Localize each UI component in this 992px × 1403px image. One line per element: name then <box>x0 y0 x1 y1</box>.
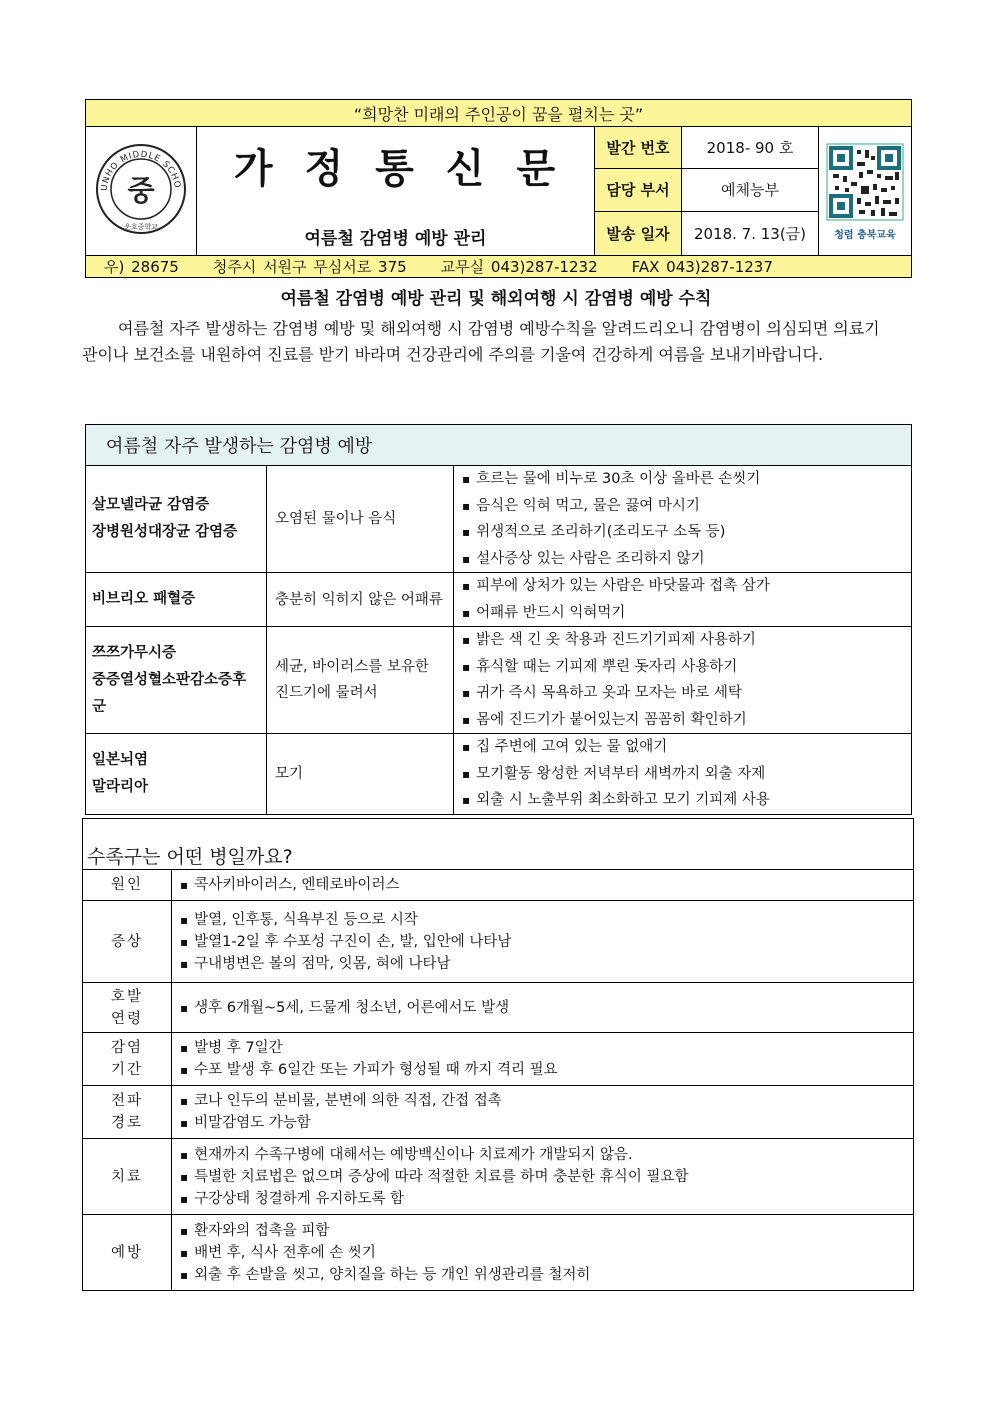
fax-number: FAX 043)287-1237 <box>631 258 773 276</box>
list-item: ▪ 모기활동 왕성한 저녁부터 새벽까지 외출 자제 <box>462 761 911 788</box>
row-label-text: 감염 기간 <box>110 1040 143 1078</box>
summer-disease-table <box>85 424 912 815</box>
list-item: ▪ 발병 후 7일간 <box>180 1037 905 1059</box>
prevention-cell <box>454 466 912 573</box>
main-title: 여름철 감염병 예방 관리 및 해외여행 시 감염병 예방 수칙 <box>280 289 712 309</box>
row-label: 치료 <box>83 1139 172 1215</box>
list-item: ▪ 어패류 반드시 익혀먹기 <box>462 600 911 627</box>
qr-caption: 청렴 충북교육 <box>834 229 896 241</box>
meta-value-issue: 2018- 90 호 <box>682 127 819 169</box>
address-bar <box>86 256 912 278</box>
school-emblem-icon <box>93 141 189 237</box>
row-value <box>172 983 914 1033</box>
newsletter-subtitle: 여름철 감염병 예방 관리 <box>304 229 487 249</box>
row-label <box>83 983 172 1033</box>
prevention-cell <box>454 573 912 627</box>
list-item: ▪ 위생적으로 조리하기(조리도구 소독 등) <box>462 519 911 546</box>
school-motto: “희망찬 미래의 주인공이 꿈을 펼치는 곳” <box>86 100 912 127</box>
table1-caption: 여름철 자주 발생하는 감염병 예방 <box>86 425 912 466</box>
row-value <box>172 901 914 983</box>
table-row <box>86 627 912 734</box>
disease-cell <box>86 734 267 815</box>
table-row <box>86 734 912 815</box>
disease-name: 중증열성혈소판감소증후군 <box>92 671 247 715</box>
list-item: ▪ 휴식할 때는 기피제 뿌린 돗자리 사용하기 <box>462 654 911 681</box>
list-item: ▪ 배변 후, 식사 전후에 손 씻기 <box>180 1242 905 1264</box>
list-item: ▪ 콕사키바이러스, 엔테로바이러스 <box>180 874 905 896</box>
cause-cell: 오염된 물이나 음식 <box>267 466 454 573</box>
meta-value-date: 2018. 7. 13(금) <box>682 211 819 255</box>
table-row <box>86 573 912 627</box>
list-item: ▪ 생후 6개월~5세, 드물게 청소년, 어른에서도 발생 <box>180 997 905 1019</box>
list-item: ▪ 설사증상 있는 사람은 조리하지 않기 <box>462 546 911 573</box>
disease-cell <box>86 573 267 627</box>
list-item: ▪ 수포 발생 후 6일간 또는 가피가 형성될 때 까지 격리 필요 <box>180 1059 905 1081</box>
table-row <box>86 466 912 573</box>
row-label-text: 호발 연령 <box>110 988 143 1027</box>
school-logo <box>86 127 197 256</box>
list-item: ▪ 피부에 상처가 있는 사람은 바닷물과 접촉 삼가 <box>462 573 911 600</box>
table-row <box>83 1139 914 1215</box>
meta-label-issue: 발간 번호 <box>595 127 682 169</box>
row-label <box>83 1033 172 1086</box>
newsletter-header <box>85 99 912 278</box>
list-item: ▪ 외출 시 노출부위 최소화하고 모기 기피제 사용 <box>462 787 911 814</box>
list-item: ▪ 현재까지 수족구병에 대해서는 예방백신이나 치료제가 개발되지 않음. <box>180 1144 905 1166</box>
meta-label-date: 발송 일자 <box>595 211 682 255</box>
list-item: ▪ 외출 후 손발을 씻고, 양치질을 하는 등 개인 위생관리를 철저히 <box>180 1264 905 1286</box>
row-value <box>172 1033 914 1086</box>
disease-name: 살모넬라균 감염증 <box>92 497 210 513</box>
logo-ring-text: UNHO MIDDLE SCHO <box>99 149 183 192</box>
table-row <box>83 870 914 901</box>
list-item: ▪ 음식은 익혀 먹고, 물은 끓여 마시기 <box>462 493 911 520</box>
disease-name: 말라리아 <box>92 778 149 795</box>
disease-name: 일본뇌염 <box>92 751 149 768</box>
table-row <box>83 1033 914 1086</box>
row-label: 증상 <box>83 901 172 983</box>
disease-name: 장병원성대장균 감염증 <box>92 524 238 540</box>
table-row <box>83 1086 914 1139</box>
disease-name: 비브리오 패혈증 <box>92 591 196 607</box>
list-item: ▪ 귀가 즉시 목욕하고 옷과 모자는 바로 세탁 <box>462 680 911 707</box>
intro-paragraph: 여름철 자주 발생하는 감염병 예방 및 해외여행 시 감염병 예방수칙을 알려드리오니 감염병이 의심되면 의료기관이나 보건소를 내원하여 진료를 받기 바라며 건강관리에 주의를 기울여 건강하게 여름을 보내기바랍니다. <box>82 319 880 364</box>
list-item: ▪ 몸에 진드기가 붙어있는지 꼼꼼히 확인하기 <box>462 707 911 734</box>
postal-code: 우) 28675 <box>104 258 179 276</box>
title-block <box>197 127 595 256</box>
logo-bottom-text: 운호중학교 <box>124 223 158 231</box>
street-address: 청주시 서원구 무심서로 375 <box>212 258 407 276</box>
newsletter-title: 가정통신문 <box>233 145 588 192</box>
disease-name: 쯔쯔가무시증 <box>92 644 177 661</box>
list-item: ▪ 코나 인두의 분비물, 분변에 의한 직접, 간접 접촉 <box>180 1090 905 1112</box>
row-value <box>172 1215 914 1291</box>
hand-foot-mouth-table <box>82 818 914 1291</box>
meta-value-dept: 예체능부 <box>682 169 819 211</box>
disease-cell <box>86 466 267 573</box>
list-item: ▪ 구내병변은 볼의 점막, 잇몸, 혀에 나타남 <box>180 953 905 975</box>
table-row <box>83 1215 914 1291</box>
list-item: ▪ 환자와의 접촉을 피함 <box>180 1220 905 1242</box>
meta-label-dept: 담당 부서 <box>595 169 682 211</box>
list-item: ▪ 비말감염도 가능함 <box>180 1112 905 1134</box>
list-item: ▪ 구강상태 청결하게 유지하도록 함 <box>180 1188 905 1210</box>
office-phone: 교무실 043)287-1232 <box>440 258 598 276</box>
list-item: ▪ 집 주변에 고여 있는 물 없애기 <box>462 734 911 761</box>
row-label: 예방 <box>83 1215 172 1291</box>
list-item: ▪ 발열, 인후통, 식욕부진 등으로 시작 <box>180 909 905 931</box>
table-row <box>83 983 914 1033</box>
table-row <box>83 901 914 983</box>
qr-code-icon <box>825 142 905 222</box>
cause-cell: 모기 <box>267 734 454 815</box>
row-value <box>172 870 914 901</box>
table2-caption: 수족구는 어떤 병일까요? <box>83 819 914 870</box>
list-item: ▪ 발열1-2일 후 수포성 구진이 손, 발, 입안에 나타남 <box>180 931 905 953</box>
prevention-cell <box>454 734 912 815</box>
list-item: ▪ 밝은 색 긴 옷 착용과 진드기기피제 사용하기 <box>462 627 911 654</box>
cause-cell: 충분히 익히지 않은 어패류 <box>267 573 454 627</box>
row-label <box>83 1086 172 1139</box>
qr-block <box>819 127 912 256</box>
list-item: ▪ 흐르는 물에 비누로 30초 이상 올바른 손씻기 <box>462 466 911 493</box>
logo-center-text: 중 <box>127 174 155 207</box>
row-label-text: 전파 경로 <box>110 1093 143 1131</box>
row-value <box>172 1139 914 1215</box>
cause-cell: 세균, 바이러스를 보유한 진드기에 물려서 <box>267 627 454 734</box>
disease-cell <box>86 627 267 734</box>
prevention-cell <box>454 627 912 734</box>
row-label: 원인 <box>83 870 172 901</box>
row-value <box>172 1086 914 1139</box>
list-item: ▪ 특별한 치료법은 없으며 증상에 따라 적절한 치료를 하며 충분한 휴식이 필요함 <box>180 1166 905 1188</box>
